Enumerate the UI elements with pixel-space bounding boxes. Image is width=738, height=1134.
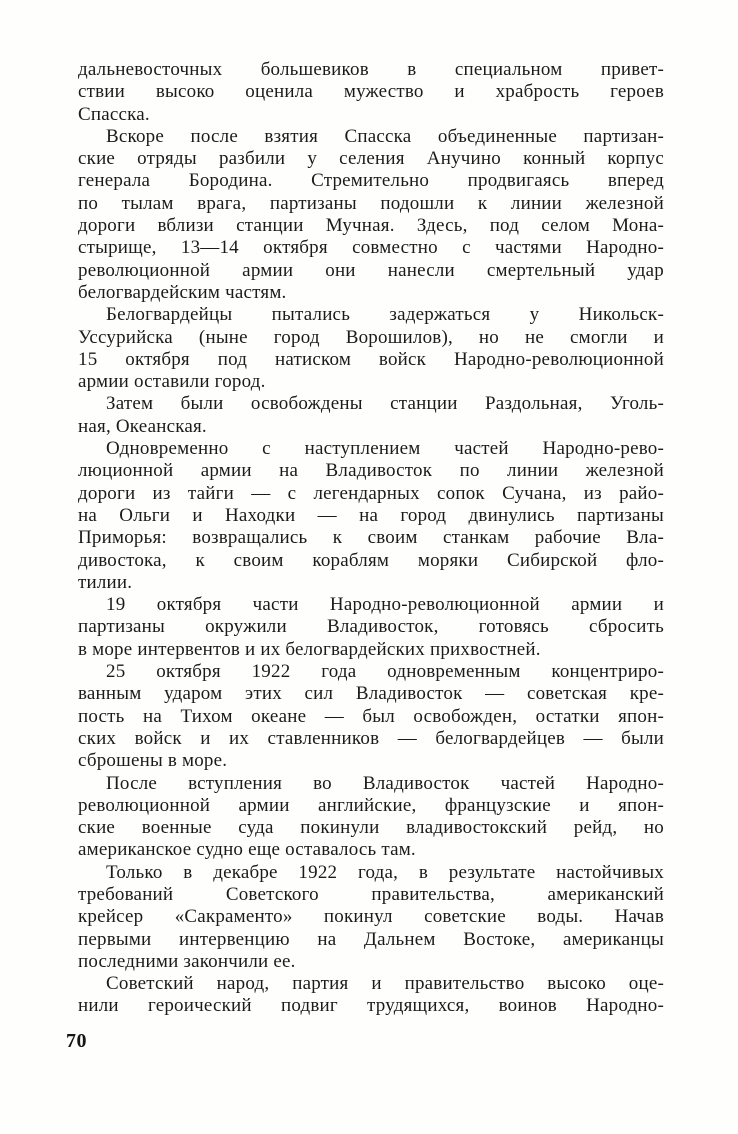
text-line: первыми интервенцию на Дальнем Востоке, американцы <box>78 928 664 950</box>
text-line: революционной армии они нанесли смертельный удар <box>78 259 664 281</box>
text-line: последними закончили ее. <box>78 950 296 972</box>
paragraph <box>78 594 664 661</box>
text-line: После вступления во Владивосток частей Народно- <box>106 772 664 794</box>
text-line: ствии высоко оценила мужество и храбрость героев <box>78 81 664 103</box>
paragraph <box>78 126 664 304</box>
text-line: белогвардейским частям. <box>78 281 287 303</box>
text-line: генерала Бородина. Стремительно продвигаясь вперед <box>78 170 664 192</box>
text-line: Приморья: возвращались к своим станкам рабочие Вла- <box>78 527 664 549</box>
text-line: Советский народ, партия и правительство высоко оце- <box>106 973 664 995</box>
paragraph <box>78 773 664 862</box>
paragraph <box>78 862 664 973</box>
paragraph <box>78 59 664 126</box>
text-line: дивостока, к своим кораблям моряки Сибирской фло- <box>78 549 664 571</box>
page-number: 70 <box>66 1030 87 1052</box>
text-line: Только в декабре 1922 года, в результате настойчивых <box>106 861 664 883</box>
text-line: ная, Океанская. <box>78 415 207 437</box>
text-line: нили героический подвиг трудящихся, воинов Народно- <box>78 995 664 1017</box>
text-line: тилии. <box>78 571 133 593</box>
text-line: ские военные суда покинули владивостокский рейд, но <box>78 817 664 839</box>
text-line: люционной армии на Владивосток по линии железной <box>78 460 664 482</box>
text-line: стырище, 13—14 октября совместно с частями Народно- <box>78 237 664 259</box>
text-line: американское судно еще оставалось там. <box>78 839 416 861</box>
text-line: ских войск и их ставленников — белогвардейцев — были <box>78 727 664 749</box>
text-line: пость на Тихом океане — был освобожден, остатки япон- <box>78 705 664 727</box>
text-line: требований Советского правительства, американский <box>78 883 664 905</box>
text-line: ванным ударом этих сил Владивосток — советская кре- <box>78 683 664 705</box>
text-line: Вскоре после взятия Спасска объединенные партизан- <box>106 125 664 147</box>
text-line: 25 октября 1922 года одновременным концентриро- <box>106 661 664 683</box>
text-line: дальневосточных большевиков в специальном привет- <box>78 59 664 80</box>
text-line: на Ольги и Находки — на город двинулись партизаны <box>78 504 664 526</box>
page-text <box>78 59 664 1018</box>
paragraph <box>78 304 664 393</box>
text-line: революционной армии английские, французские и япон- <box>78 794 664 816</box>
text-line: Затем были освобождены станции Раздольная, Уголь- <box>106 393 664 415</box>
text-line: 15 октября под натиском войск Народно-революционной <box>78 348 664 370</box>
text-line: Уссурийска (ныне город Ворошилов), но не смогли и <box>78 326 664 348</box>
text-line: дороги из тайги — с легендарных сопок Сучана, из райо- <box>78 482 664 504</box>
text-line: сброшены в море. <box>78 750 228 772</box>
text-line: Одновременно с наступлением частей Народно-рево- <box>106 438 664 460</box>
text-line: армии оставили город. <box>78 371 266 393</box>
paragraph <box>78 438 664 594</box>
paragraph <box>78 973 664 1018</box>
paragraph <box>78 661 664 772</box>
text-line: 19 октября части Народно-революционной армии и <box>106 594 664 616</box>
paragraph <box>78 393 664 438</box>
text-line: Белогвардейцы пытались задержаться у Никольск- <box>106 304 664 326</box>
text-line: в море интервентов и их белогвардейских прихвостней. <box>78 638 541 660</box>
text-line: крейсер «Сакраменто» покинул советские воды. Начав <box>78 906 664 928</box>
text-line: ские отряды разбили у селения Анучино конный корпус <box>78 148 664 170</box>
text-line: дороги вблизи станции Мучная. Здесь, под селом Мона- <box>78 215 664 237</box>
text-line: Спасска. <box>78 103 150 125</box>
text-line: партизаны окружили Владивосток, готовясь сбросить <box>78 616 664 638</box>
text-line: по тылам врага, партизаны подошли к линии железной <box>78 192 664 214</box>
